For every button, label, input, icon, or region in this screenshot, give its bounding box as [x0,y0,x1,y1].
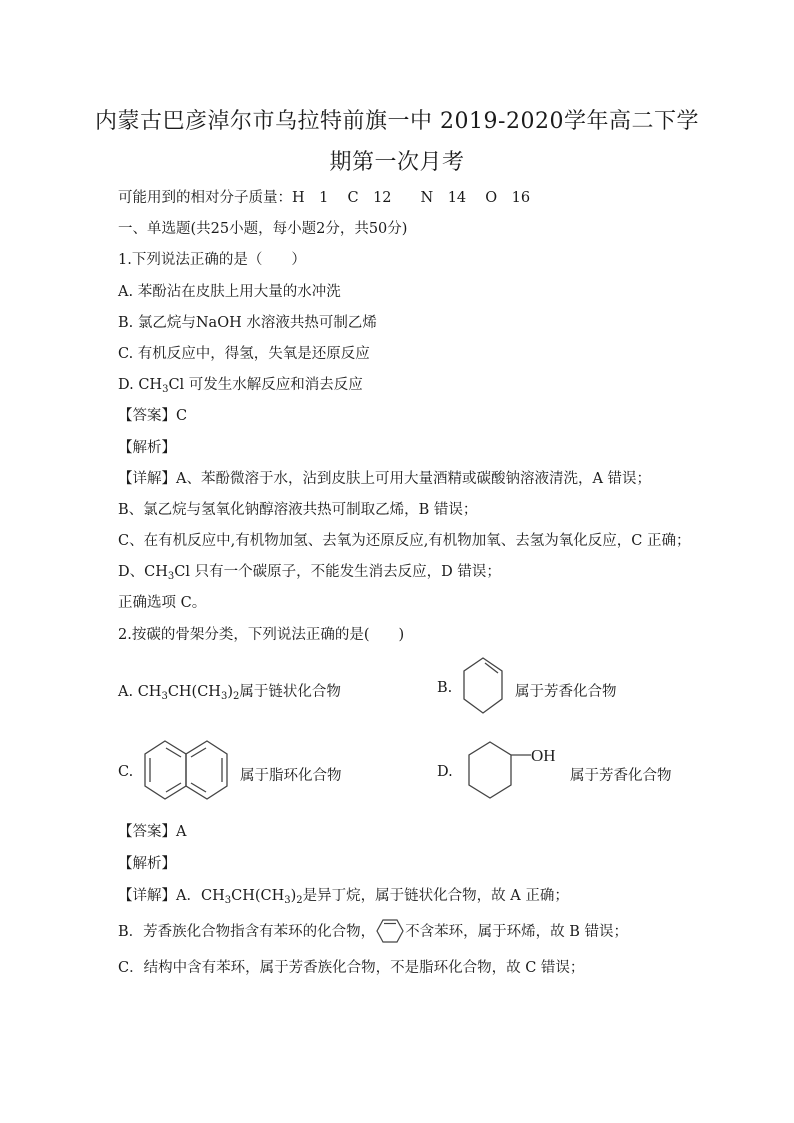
document-title-line1: 内蒙古巴彦淖尔市乌拉特前旗一中 2019-2020学年高二下学 [95,109,699,134]
q1-answer: 【答案】C [118,408,188,424]
q1-option-a: A. 苯酚沾在皮肤上用大量的水冲洗 [118,284,341,300]
q2-detail-a: 【详解】A．$CH_3CH(CH_3)_2$是异丁烷，属于链状化合物，故 A 正确； [118,888,569,906]
q2-option-c-text: 属于脂环化合物 [240,768,342,784]
q1-detail-c: C、在有机反应中,有机物加氢、去氧为还原反应,有机物加氧、去氢为氧化反应，C 正确； [118,533,691,549]
hydroxyl-label: OH [531,746,556,765]
q2-option-d-text: 属于芳香化合物 [570,768,672,784]
cyclohexene-inline-icon [375,918,405,944]
q1-option-c: C. 有机反应中，得氢，失氧是还原反应 [118,346,370,362]
q2-analysis-label: 【解析】 [118,856,176,872]
q2-stem: 2.按碳的骨架分类，下列说法正确的是( ) [118,627,405,643]
q2-option-b-label: B. [437,680,453,696]
molecular-mass-info: 可能用到的相对分子质量：H 1 C 12 N 14 O 16 [118,190,531,206]
document-title-line2: 期第一次月考 [329,150,465,175]
naphthalene-structure-icon [142,737,234,807]
q2-detail-c: C．结构中含有苯环，属于芳香族化合物，不是脂环化合物，故 C 错误； [118,960,585,976]
q1-stem: 1.下列说法正确的是（ ） [118,252,306,268]
q2-option-b-text: 属于芳香化合物 [515,684,617,700]
q1-option-b: B. 氯乙烷与NaOH 水溶液共热可制乙烯 [118,315,377,331]
q1-detail-d: D、$CH_3Cl$ 只有一个碳原子，不能发生消去反应，D 错误； [118,564,501,582]
q2-detail-b: B．芳香族化合物指含有苯环的化合物， 不含苯环，属于环烯，故 B 错误； [118,918,628,944]
section-heading: 一、单选题(共25小题，每小题2分，共50分) [118,221,408,237]
q2-option-d-label: D. [437,764,453,780]
cyclohexene-structure-icon [460,655,506,719]
q1-detail-a: 【详解】A、苯酚微溶于水，沾到皮肤上可用大量酒精或碳酸钠溶液清洗，A 错误； [118,471,652,487]
q2-option-c-label: C. [118,764,134,780]
q2-option-a: A. $CH_3CH(CH_3)_2$属于链状化合物 [118,684,341,702]
q1-detail-b: B、氯乙烷与氢氧化钠醇溶液共热可制取乙烯，B 错误； [118,502,478,518]
cyclohexanol-structure-icon [465,738,565,804]
q1-option-d: D. $CH_3Cl$ 可发生水解反应和消去反应 [118,377,363,395]
q2-answer: 【答案】A [118,824,187,840]
q1-conclusion: 正确选项 C。 [118,595,207,611]
q1-analysis-label: 【解析】 [118,440,176,456]
